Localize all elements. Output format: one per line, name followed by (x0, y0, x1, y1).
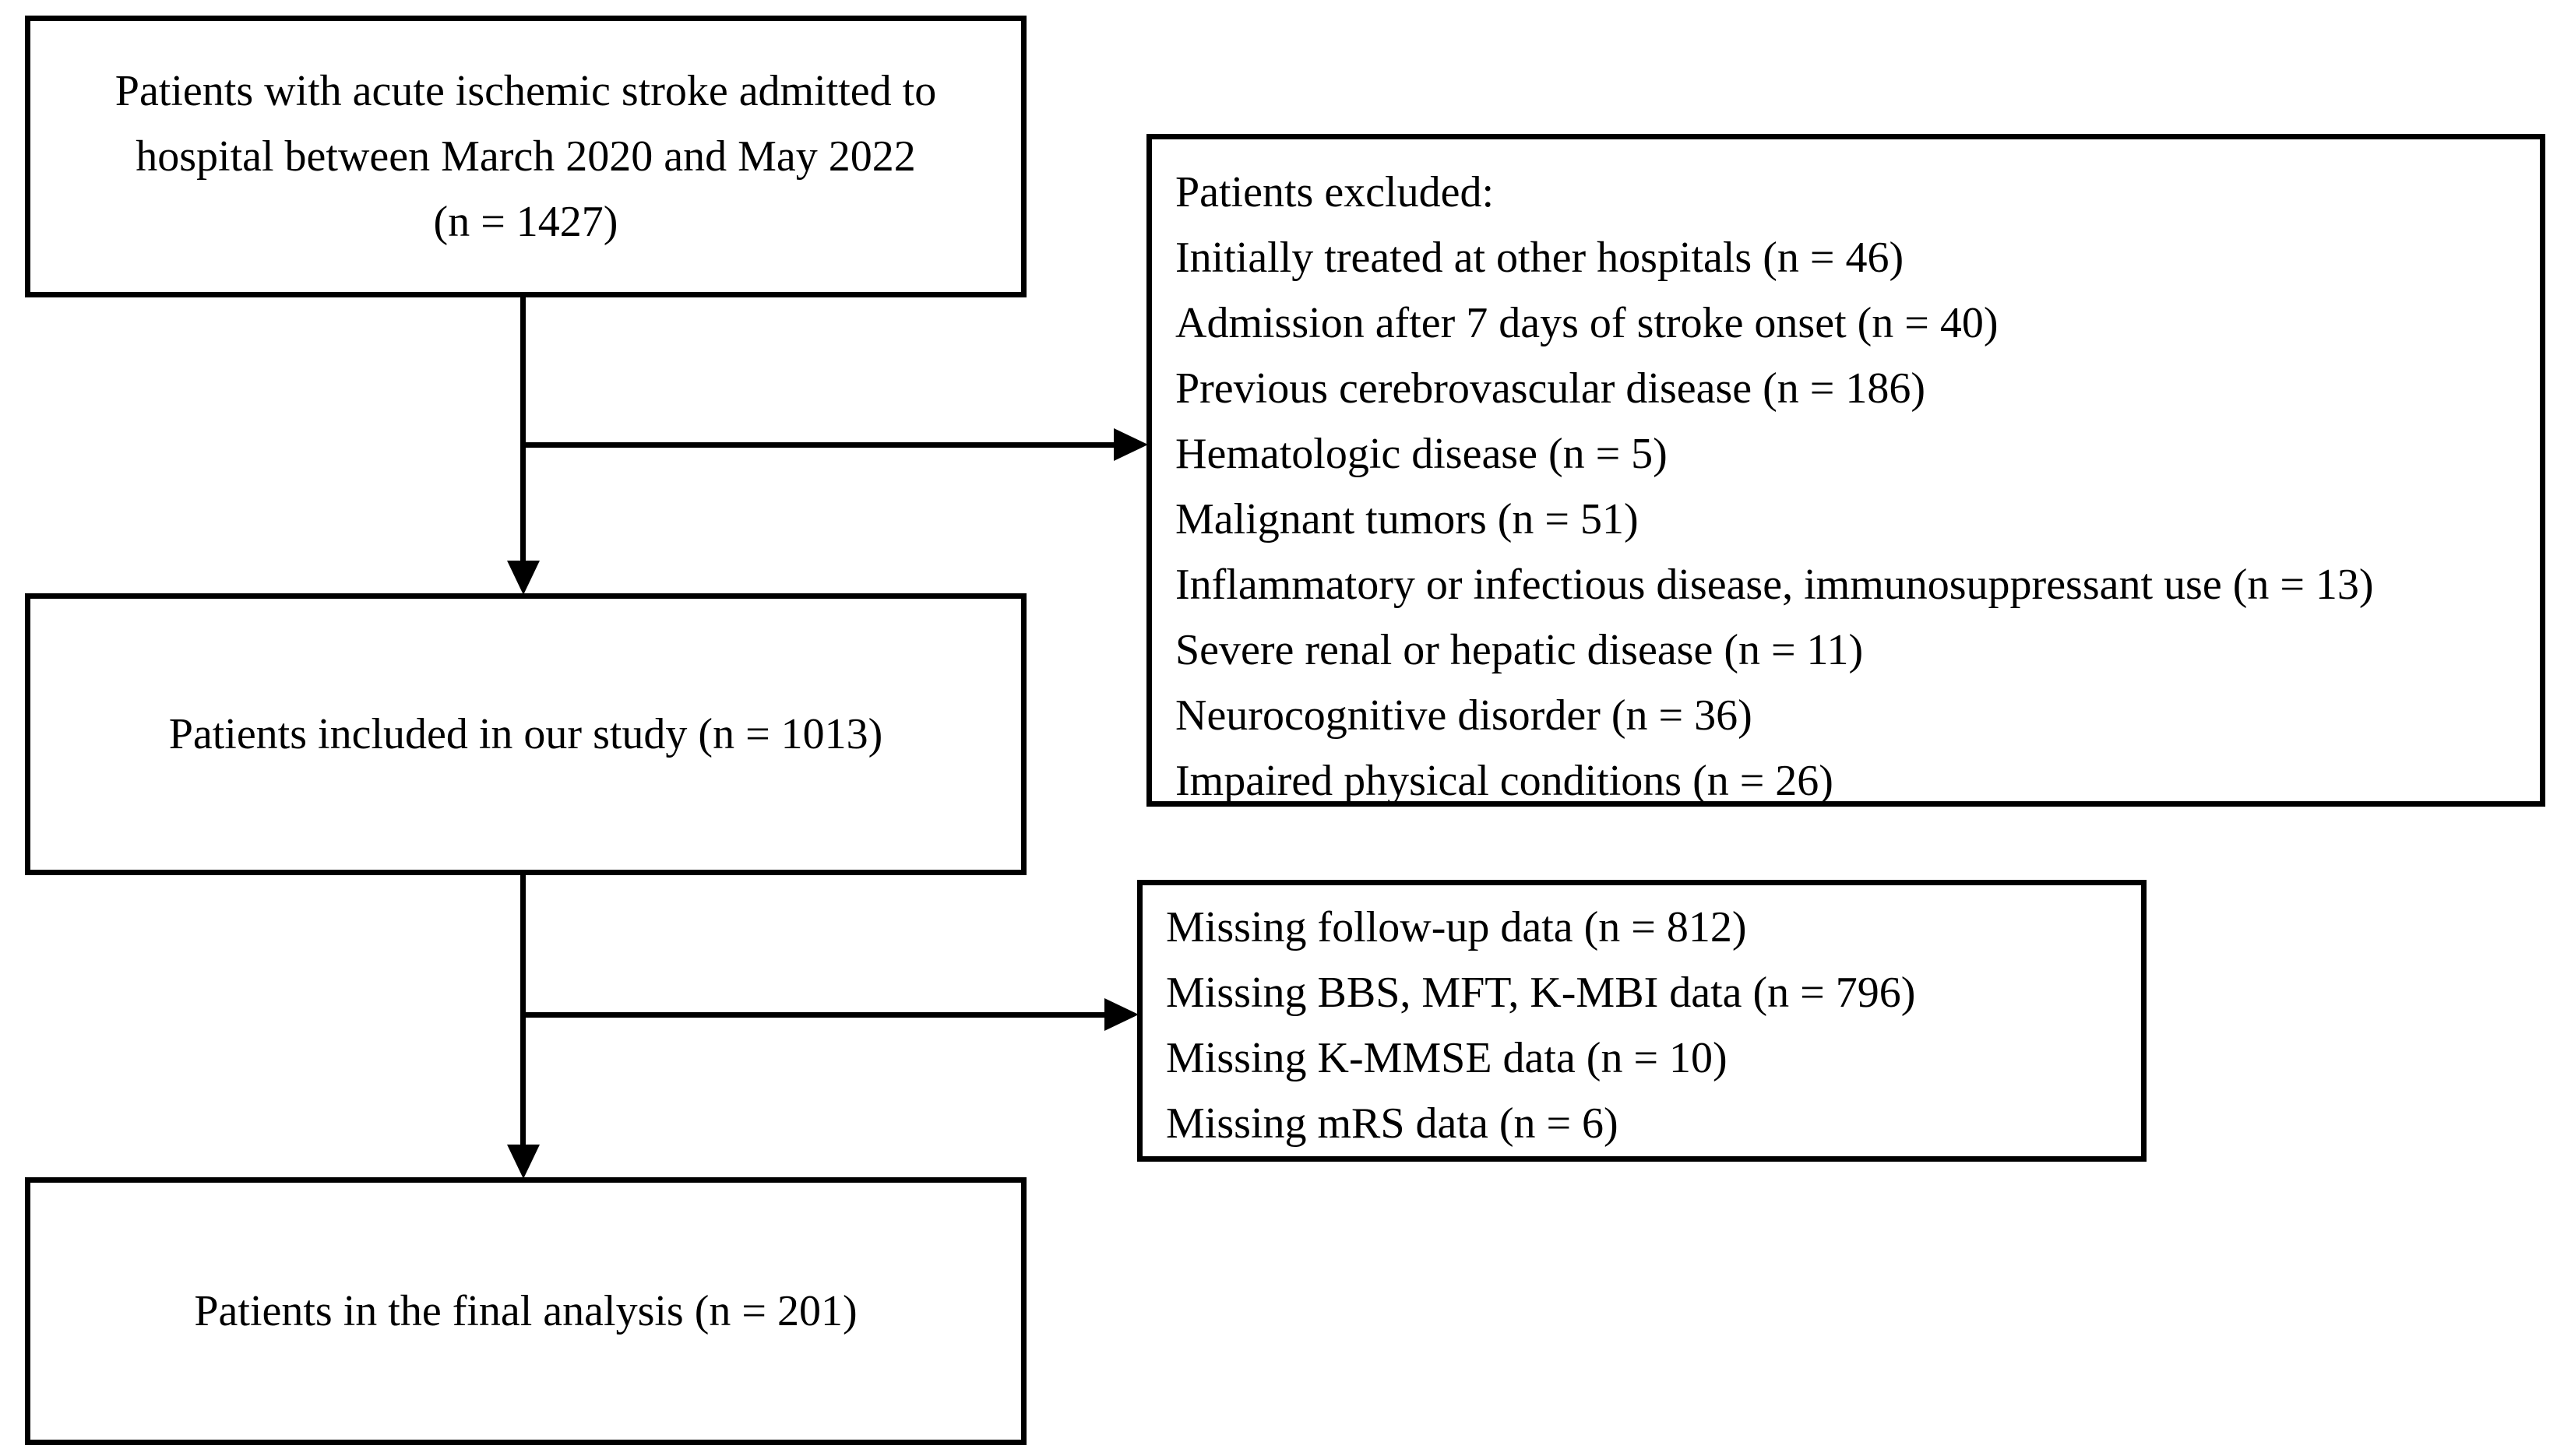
excluded-item-inflammatory: Inflammatory or infectious disease, immunosuppressant use (n = 13) (1175, 561, 2374, 609)
excluded-item-hematologic: Hematologic disease (n = 5) (1175, 430, 1668, 478)
missing-item-kmmse: Missing K-MMSE data (n = 10) (1166, 1034, 1728, 1082)
arrowhead-down-included (507, 561, 540, 595)
arrowhead-right-excluded (1114, 428, 1148, 461)
connector-included-to-final-line (520, 875, 526, 1146)
excluded-item-impaired-physical: Impaired physical conditions (n = 26) (1175, 757, 1833, 805)
admitted-line-1: Patients with acute ischemic stroke admitted to (114, 67, 937, 115)
excluded-item-previous-cerebrovascular: Previous cerebrovascular disease (n = 186) (1175, 364, 1926, 413)
box-excluded-patients (1146, 134, 2545, 807)
connector-admitted-to-included-line (520, 297, 526, 564)
connector-branch-to-excluded-line (520, 442, 1115, 448)
missing-item-mrs: Missing mRS data (n = 6) (1166, 1099, 1618, 1148)
arrowhead-down-final (507, 1145, 540, 1179)
box-included-patients (25, 593, 1027, 875)
admitted-line-2: hospital between March 2020 and May 2022 (136, 132, 916, 181)
final-text: Patients in the final analysis (n = 201) (194, 1287, 858, 1335)
excluded-item-other-hospitals: Initially treated at other hospitals (n = 46) (1175, 234, 1904, 282)
connector-branch-to-missing-line (520, 1012, 1106, 1018)
box-final-analysis (25, 1177, 1027, 1445)
excluded-item-neurocognitive: Neurocognitive disorder (n = 36) (1175, 691, 1752, 740)
included-text: Patients included in our study (n = 1013) (168, 710, 883, 758)
excluded-item-renal-hepatic: Severe renal or hepatic disease (n = 11) (1175, 626, 1864, 674)
missing-item-bbs-mft-kmbi: Missing BBS, MFT, K-MBI data (n = 796) (1166, 969, 1916, 1017)
box-admitted-patients (25, 16, 1027, 297)
excluded-item-malignant-tumors: Malignant tumors (n = 51) (1175, 495, 1639, 543)
admitted-line-3: (n = 1427) (433, 198, 618, 246)
excluded-header: Patients excluded: (1175, 168, 1495, 216)
arrowhead-right-missing (1104, 998, 1139, 1031)
box-missing-data (1137, 880, 2147, 1162)
missing-item-followup: Missing follow-up data (n = 812) (1166, 903, 1747, 951)
excluded-item-late-admission: Admission after 7 days of stroke onset (n = 40) (1175, 299, 1999, 347)
